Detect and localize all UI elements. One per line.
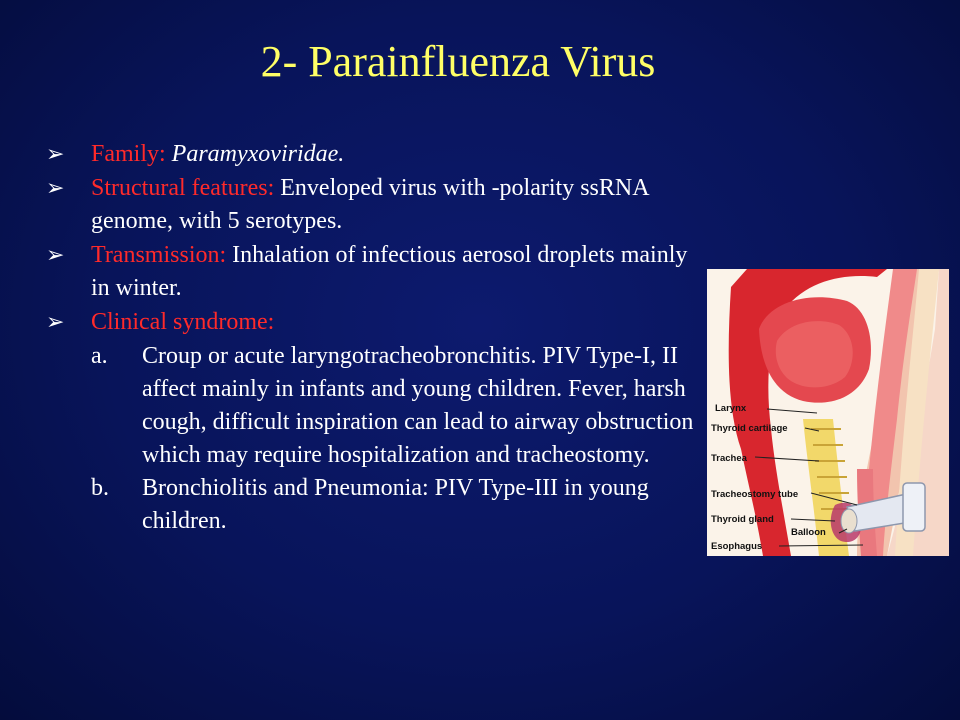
slide-title: 2- Parainfluenza Virus (260, 37, 656, 86)
label-balloon: Balloon (791, 527, 826, 538)
airway-illustration (707, 269, 949, 556)
label-larynx: Larynx (715, 403, 747, 414)
bullet-clinical (45, 306, 695, 339)
clinical-item-a (91, 340, 695, 472)
bullet-structure (45, 172, 695, 238)
clinical-label: Clinical syndrome: (91, 309, 275, 335)
bullet-transmission (45, 239, 695, 305)
arrow-bullet-icon: ➢ (46, 176, 65, 201)
structure-label: Structural features: (91, 175, 275, 201)
transmission-value: Inhalation of infectious aerosol droplets mainly in winter. (91, 242, 688, 301)
family-value: Paramyxoviridae. (171, 141, 345, 167)
item-text: Croup or acute laryngotracheobronchitis. PIV Type-I, II affect mainly in infants and young children. Fever, harsh cough, difficult inspiration can lead to airway obstruction which may require hospitalization and tracheostomy. (142, 343, 694, 468)
bullet-family (45, 138, 695, 171)
item-marker: b. (91, 475, 109, 501)
label-thyroid-gland: Thyroid gland (711, 514, 774, 525)
label-tracheostomy-tube: Tracheostomy tube (711, 489, 799, 500)
label-trachea: Trachea (711, 453, 747, 464)
clinical-item-b (91, 472, 695, 538)
item-marker: a. (91, 343, 108, 369)
clinical-sub-list (45, 340, 695, 538)
structure-value: Enveloped virus with -polarity ssRNA genome, with 5 serotypes. (91, 175, 649, 234)
transmission-label: Transmission: (91, 242, 227, 268)
arrow-bullet-icon: ➢ (46, 243, 65, 268)
label-thyroid-cartilage: Thyroid cartilage (711, 423, 788, 434)
item-text: Bronchiolitis and Pneumonia: PIV Type-III in young children. (142, 475, 649, 534)
arrow-bullet-icon: ➢ (46, 310, 65, 335)
airway-anatomy-figure (707, 269, 949, 556)
bullet-list (45, 138, 695, 538)
label-esophagus: Esophagus (711, 541, 763, 552)
family-label: Family: (91, 141, 166, 167)
arrow-bullet-icon: ➢ (46, 142, 65, 167)
